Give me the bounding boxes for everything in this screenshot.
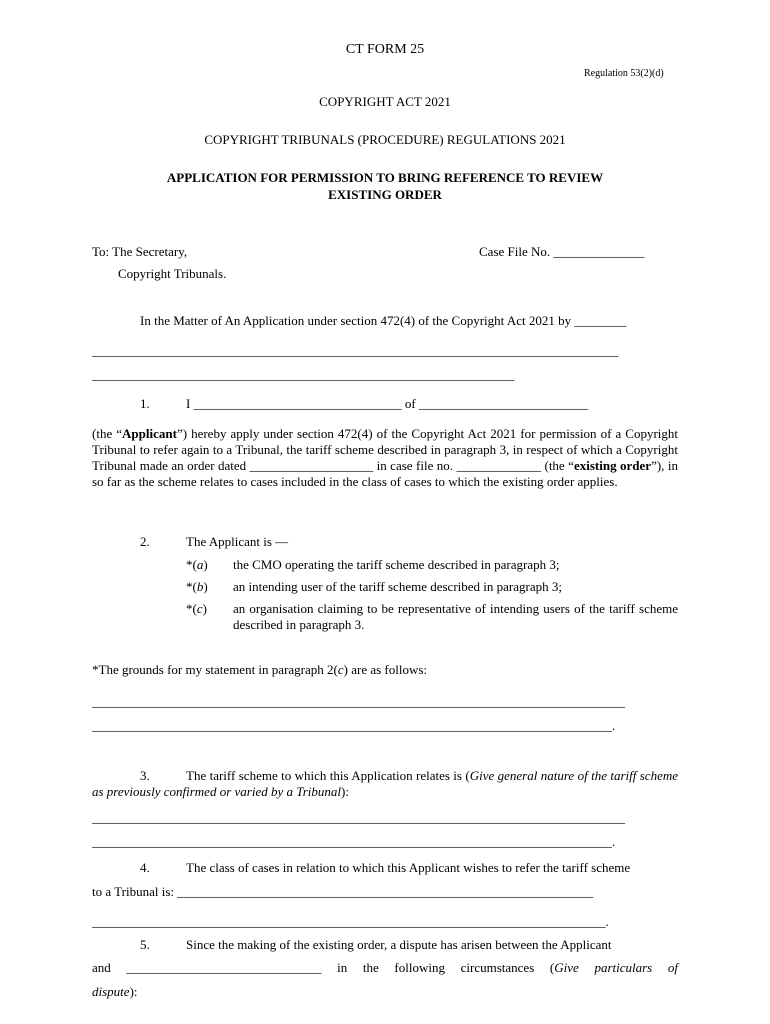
option-b-text: an intending user of the tariff scheme described in paragraph 3; xyxy=(233,579,562,594)
grounds-statement: *The grounds for my statement in paragraph 2(c) are as follows: xyxy=(92,662,428,677)
para1-body-mid: ”) hereby apply under section 472(4) of the Copyright Act 2021 for permission of a Copyright Tribunal to refer again to a Tribunal, the tariff scheme described in paragraph 3, in respect of which a Copyright Tribunal made an order dated ___________________ in case file no. _____________ (the “ xyxy=(92,426,679,473)
para1-name-of-field[interactable]: I ________________________________ of __________________________ xyxy=(186,396,588,411)
option-c-text: an organisation claiming to be representative of intending users of the tariff scheme described in paragraph 3. xyxy=(233,601,678,632)
para2-number: 2. xyxy=(140,534,150,549)
option-a-marker: *(a) xyxy=(186,557,208,572)
para3-number: 3. xyxy=(140,768,150,783)
para4-text-line-1: The class of cases in relation to which this Applicant wishes to refer the tariff scheme xyxy=(186,860,631,875)
matter-applicant-line-1[interactable]: _________________________________________________________________________________ xyxy=(92,343,619,358)
para4-text-line-2[interactable]: to a Tribunal is: ________________________________________________________________ xyxy=(92,884,594,899)
para2-intro: The Applicant is — xyxy=(186,534,289,549)
form-title-line-2: EXISTING ORDER xyxy=(328,187,442,202)
grounds-line-1[interactable]: __________________________________________________________________________________ xyxy=(92,694,625,709)
para3-text: The tariff scheme to which this Application relates is (Give general nature of the tariff scheme as previously confirmed or varied by a Tribunal): xyxy=(92,768,679,799)
para5-number: 5. xyxy=(140,937,150,952)
addressee: To: The Secretary, xyxy=(92,244,188,259)
option-b-marker: *(b) xyxy=(186,579,208,594)
para3-line-2[interactable]: ________________________________________________________________________________. xyxy=(92,834,616,849)
para5-text-line-1: Since the making of the existing order, a dispute has arisen between the Applicant xyxy=(186,937,612,952)
form-title-line-1: APPLICATION FOR PERMISSION TO BRING REFERENCE TO REVIEW xyxy=(166,170,604,185)
grounds-line-2[interactable]: ________________________________________________________________________________. xyxy=(92,718,616,733)
regulation-reference: Regulation 53(2)(d) xyxy=(584,68,664,79)
matter-intro[interactable]: In the Matter of An Application under section 472(4) of the Copyright Act 2021 by ________ xyxy=(140,313,627,328)
para1-body-post: ”), in so far as the scheme relates to cases included in the class of cases to which the existing order applies. xyxy=(92,458,679,489)
regulations-title: COPYRIGHT TRIBUNALS (PROCEDURE) REGULATIONS 2021 xyxy=(204,132,566,147)
applicant-term: Applicant xyxy=(122,426,177,441)
option-a-text: the CMO operating the tariff scheme described in paragraph 3; xyxy=(233,557,560,572)
para1-body xyxy=(92,426,678,490)
matter-applicant-line-2[interactable]: _________________________________________________________________ xyxy=(92,367,515,382)
para5-text-line-3: dispute): xyxy=(92,984,138,999)
para4-number: 4. xyxy=(140,860,150,875)
form-number: CT FORM 25 xyxy=(345,42,425,57)
para5-text-line-2[interactable]: and ______________________________ in the following circumstances (Give particulars of xyxy=(92,960,679,975)
addressee-organisation: Copyright Tribunals. xyxy=(118,266,227,281)
act-title: COPYRIGHT ACT 2021 xyxy=(319,94,451,109)
case-file-number[interactable]: Case File No. ______________ xyxy=(479,244,645,259)
option-c-marker: *(c) xyxy=(186,601,207,616)
existing-order-term: existing order xyxy=(573,458,652,473)
para3-line-1[interactable]: __________________________________________________________________________________ xyxy=(92,810,625,825)
para4-line-1[interactable]: _______________________________________________________________________________. xyxy=(92,914,609,929)
para1-number: 1. xyxy=(140,396,150,411)
para1-body-pre: (the “ xyxy=(92,426,123,441)
